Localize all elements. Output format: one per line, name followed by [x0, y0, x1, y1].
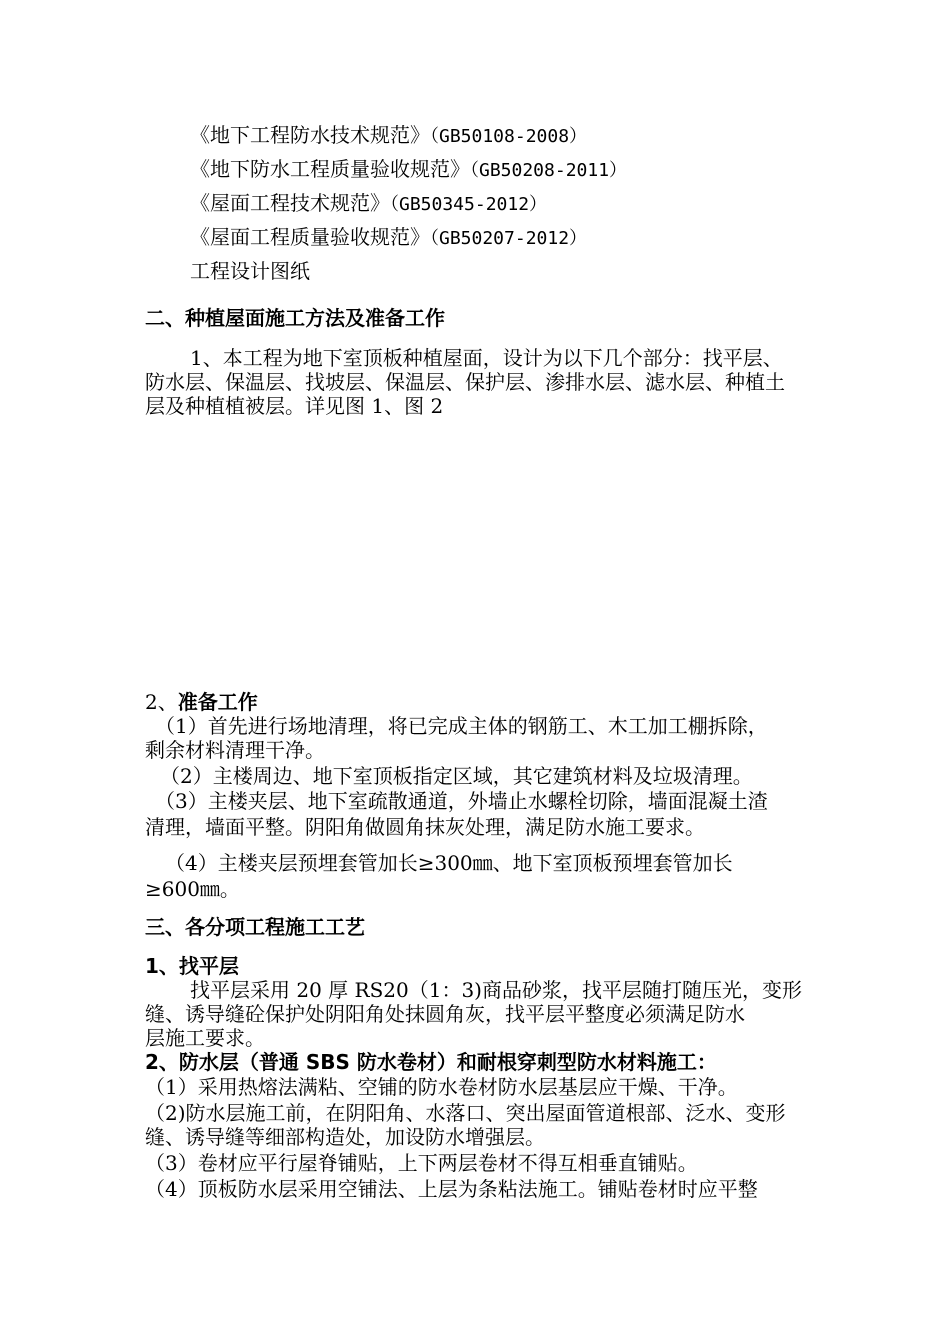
prep-line: （3）主楼夹层、地下室疏散通道，外墙止水螺栓切除，墙面混凝土渣 [155, 789, 768, 813]
section2-paragraph-line: 防水层、保温层、找坡层、保温层、保护层、渗排水层、滤水层、种植土 [145, 370, 785, 394]
subsection2-line: （3）卷材应平行屋脊铺贴，上下两层卷材不得互相垂直铺贴。 [145, 1151, 698, 1175]
reference-code: （GB50207-2012） [430, 228, 588, 249]
prep-line: （4）主楼夹层预埋套管加长≥300㎜、地下室顶板预埋套管加长 [165, 851, 733, 875]
prep-heading [145, 690, 258, 714]
subsection1-line: 找平层采用 20 厚 RS20（1：3)商品砂浆，找平层随打随压光，变形 [190, 978, 802, 1002]
reference-code: （GB50108-2008） [430, 126, 588, 147]
reference-title: 《地下工程防水技术规范》 [190, 123, 430, 147]
subsection2-line: （1）采用热熔法满粘、空铺的防水卷材防水层基层应干燥、干净。 [145, 1075, 738, 1099]
prep-line: 剩余材料清理干净。 [145, 738, 325, 762]
reference-drawings: 工程设计图纸 [190, 259, 310, 283]
prep-heading-text: 准备工作 [177, 690, 258, 714]
prep-line: （1）首先进行场地清理，将已完成主体的钢筋工、木工加工棚拆除， [155, 714, 768, 738]
section2-paragraph-line: 1、本工程为地下室顶板种植屋面，设计为以下几个部分：找平层、 [190, 346, 783, 370]
prep-heading-number: 2、 [145, 690, 178, 714]
reference-title: 《屋面工程技术规范》 [190, 191, 390, 215]
reference-title: 《屋面工程质量验收规范》 [190, 225, 430, 249]
prep-line: （2）主楼周边、地下室顶板指定区域，其它建筑材料及垃圾清理。 [160, 764, 753, 788]
prep-line: ≥600㎜。 [145, 877, 240, 901]
subsection1-line: 层施工要求。 [145, 1026, 265, 1050]
subsection1-line: 缝、诱导缝砼保护处阴阳角处抹圆角灰，找平层平整度必须满足防水 [145, 1002, 745, 1026]
reference-1 [190, 123, 587, 149]
section2-paragraph-line: 层及种植植被层。详见图 1、图 2 [145, 394, 444, 418]
reference-3 [190, 191, 547, 217]
reference-2 [190, 157, 627, 183]
prep-line: 清理，墙面平整。阴阳角做圆角抹灰处理，满足防水施工要求。 [145, 815, 705, 839]
reference-code: （GB50208-2011） [470, 160, 628, 181]
subsection2-line: 缝、诱导缝等细部构造处，加设防水增强层。 [145, 1125, 545, 1149]
reference-title: 《地下防水工程质量验收规范》 [190, 157, 470, 181]
reference-4 [190, 225, 587, 251]
subsection2-line: （4）顶板防水层采用空铺法、上层为条粘法施工。铺贴卷材时应平整 [145, 1177, 758, 1201]
subsection2-heading: 2、防水层（普通 SBS 防水卷材）和耐根穿刺型防水材料施工： [145, 1050, 717, 1074]
section3-heading: 三、各分项工程施工工艺 [145, 915, 365, 939]
subsection1-heading: 1、找平层 [145, 954, 239, 978]
reference-code: （GB50345-2012） [390, 194, 548, 215]
subsection2-line: （2)防水层施工前，在阴阳角、水落口、突出屋面管道根部、泛水、变形 [145, 1101, 786, 1125]
section2-heading: 二、种植屋面施工方法及准备工作 [145, 306, 445, 330]
